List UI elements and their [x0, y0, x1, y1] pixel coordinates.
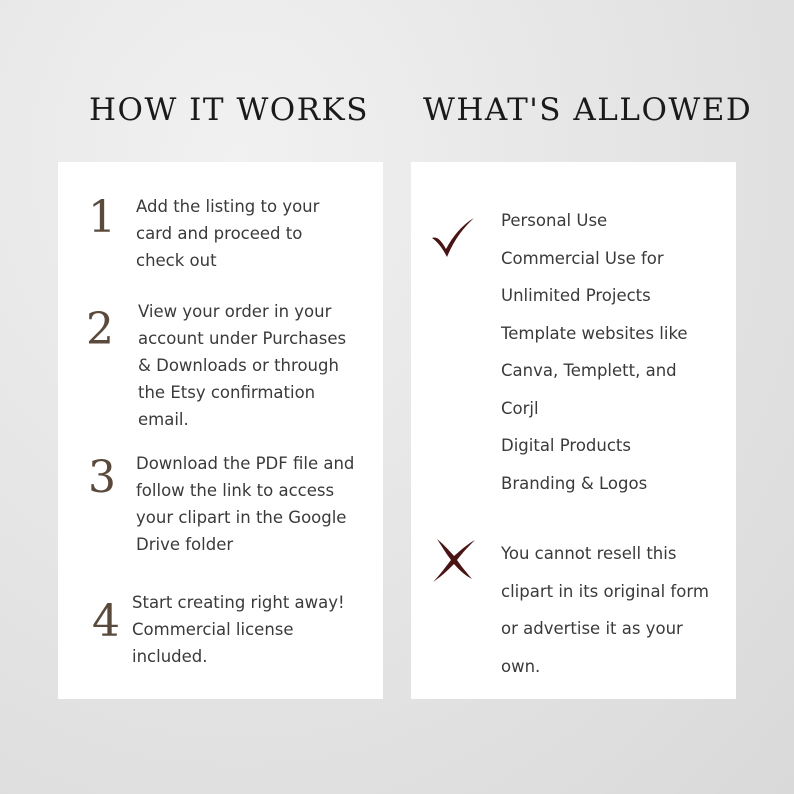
allowed-item: Digital Products	[501, 436, 632, 455]
step-text: Download the PDF file and follow the link to access your clipart in the Google Drive folder	[136, 454, 355, 554]
allowed-item: Personal Use	[501, 211, 608, 230]
cross-icon	[429, 536, 477, 584]
how-it-works-card	[58, 162, 383, 699]
allowed-list	[501, 202, 726, 502]
step-number: 3	[88, 452, 116, 503]
step-text: View your order in your account under Purchases & Downloads or through the Etsy confirmation email.	[138, 302, 347, 429]
allowed-item: Canva, Templett, and	[501, 361, 677, 380]
step-number: 1	[88, 192, 116, 243]
how-it-works-heading: HOW IT WORKS	[89, 92, 369, 128]
whats-allowed-card	[411, 162, 736, 699]
allowed-item: Branding & Logos	[501, 473, 648, 493]
allowed-item: Corjl	[501, 398, 539, 418]
allowed-item: Template websites like	[501, 323, 688, 343]
whats-allowed-heading: WHAT'S ALLOWED	[423, 92, 753, 128]
allowed-item: Unlimited Projects	[501, 286, 651, 305]
step-number: 4	[92, 596, 120, 647]
allowed-item: Commercial Use for	[501, 248, 664, 268]
step-text: Add the listing to your card and proceed to check out	[136, 197, 320, 270]
step-text: Start creating right away! Commercial license included.	[132, 593, 345, 666]
step-number: 2	[86, 304, 114, 355]
not-allowed-text: You cannot resell this clipart in its original form or advertise it as your own.	[501, 544, 709, 676]
check-icon	[429, 216, 477, 260]
